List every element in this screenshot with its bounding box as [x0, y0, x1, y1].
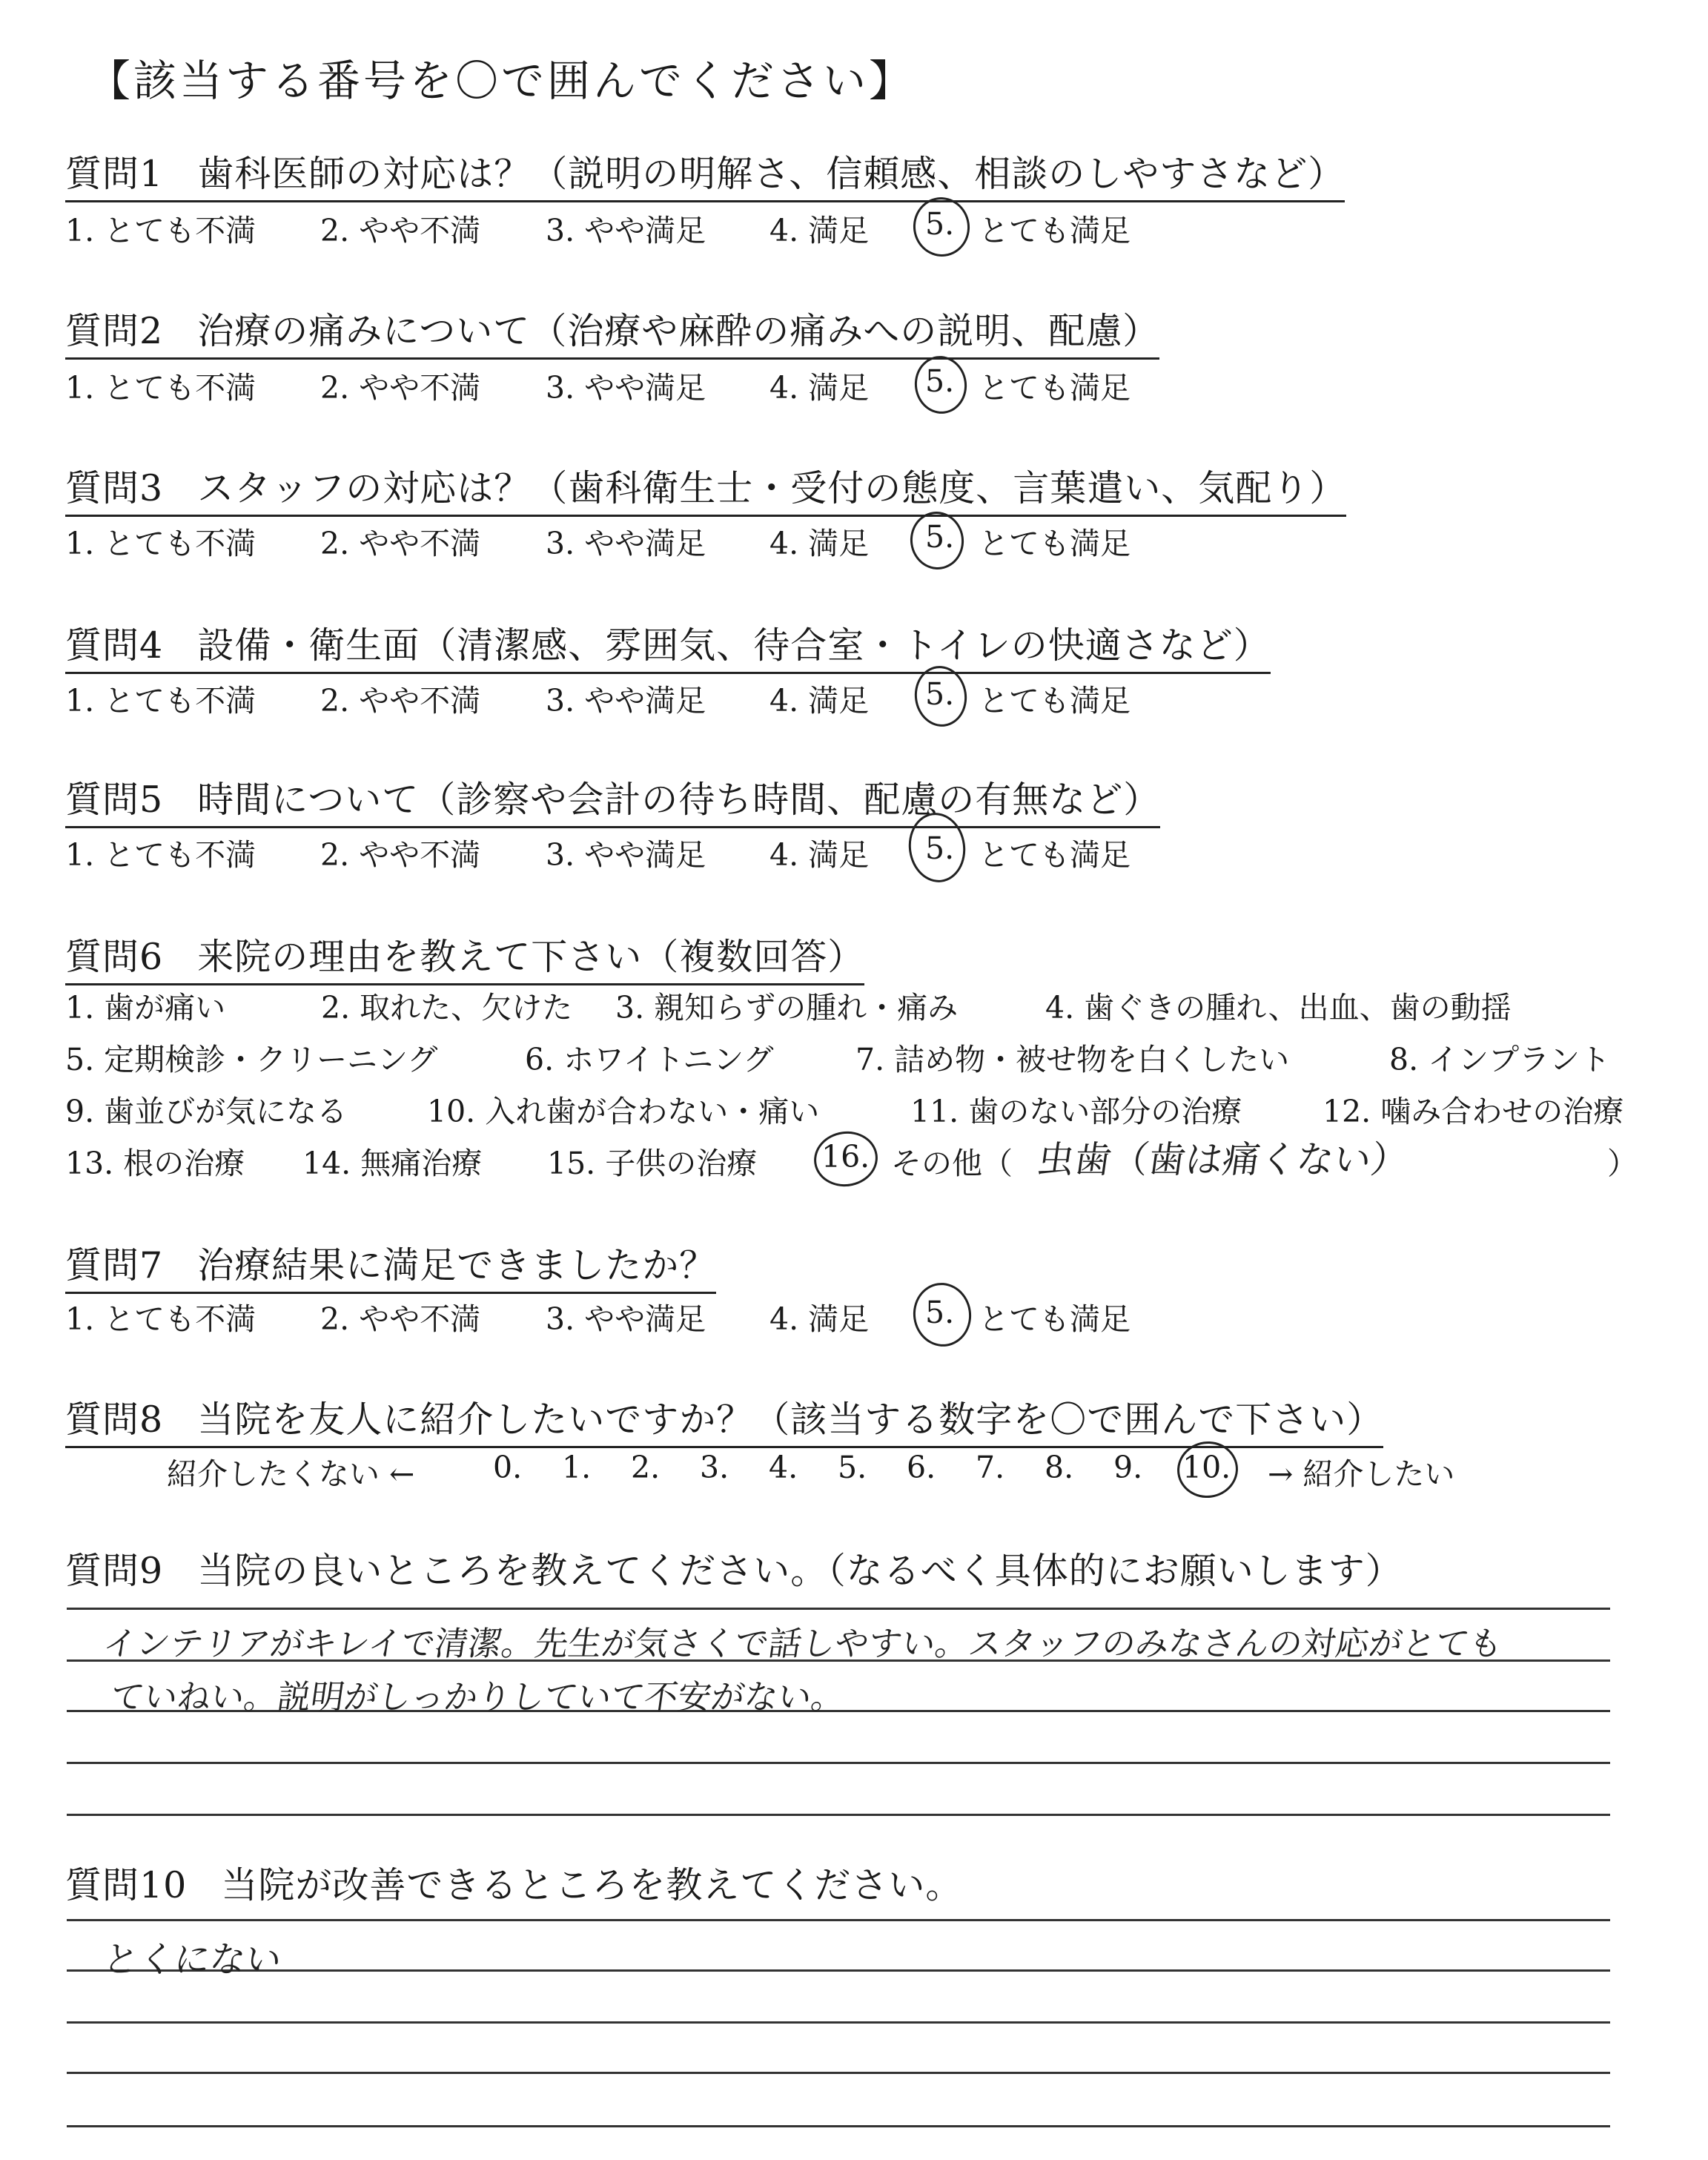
- answer-handwriting-line-1[interactable]: インテリアがキレイで清潔。先生が気さくで話しやすい。スタッフのみなさんの対応がとても: [100, 1624, 1506, 1663]
- question-number: 質問6: [65, 936, 164, 978]
- other-answer-handwriting[interactable]: 虫歯（歯は痛くない）: [1034, 1138, 1411, 1181]
- option-5-label: とても満足: [979, 526, 1131, 561]
- answer-line: [67, 1919, 1610, 1921]
- option-5[interactable]: 5.: [925, 676, 955, 712]
- answer-line: [67, 1762, 1610, 1764]
- question-text: 来院の理由を教えて下さい（複数回答）: [197, 936, 865, 978]
- reason-option[interactable]: 7. 詰め物・被せ物を白くしたい: [855, 1042, 1290, 1077]
- question-number: 質問7: [65, 1244, 164, 1287]
- reason-option[interactable]: 1. 歯が痛い: [65, 990, 226, 1025]
- answer-line: [67, 2125, 1610, 2127]
- option-1[interactable]: 1. とても不満: [65, 370, 256, 406]
- option-2[interactable]: 2. やや不満: [320, 683, 481, 719]
- option-5[interactable]: 5.: [925, 1295, 955, 1330]
- scale-number[interactable]: 10.: [1182, 1450, 1231, 1485]
- scale-number[interactable]: 5.: [838, 1450, 867, 1485]
- option-4[interactable]: 4. 満足: [769, 370, 870, 406]
- option-4[interactable]: 4. 満足: [769, 213, 870, 248]
- other-close-paren: ）: [1607, 1146, 1638, 1181]
- option-3[interactable]: 3. やや満足: [546, 837, 706, 873]
- question-text: 当院の良いところを教えてください。（なるべく具体的にお願いします）: [197, 1550, 1403, 1592]
- reason-option[interactable]: 4. 歯ぐきの腫れ、出血、歯の動揺: [1045, 990, 1512, 1025]
- option-4[interactable]: 4. 満足: [769, 683, 870, 719]
- scale-number[interactable]: 9.: [1113, 1450, 1143, 1485]
- question-1-title: [65, 145, 1345, 202]
- question-number: 質問1: [65, 153, 164, 195]
- reason-option[interactable]: 8. インプラント: [1389, 1042, 1611, 1077]
- other-label: その他（: [891, 1146, 1013, 1181]
- option-1[interactable]: 1. とても不満: [65, 213, 256, 248]
- answer-handwriting-line-2[interactable]: ていねい。説明がしっかりしていて不安がない。: [107, 1677, 848, 1717]
- reason-option[interactable]: 6. ホワイトニング: [525, 1042, 774, 1077]
- scale-right-label: → 紹介したい: [1268, 1456, 1455, 1492]
- option-5[interactable]: 5.: [925, 519, 955, 555]
- question-text: 歯科医師の対応は？（説明の明解さ、信頼感、相談のしやすさなど）: [197, 153, 1345, 195]
- improvement-answer-handwriting[interactable]: とくにない: [100, 1939, 285, 1981]
- reason-option[interactable]: 15. 子供の治療: [547, 1146, 758, 1181]
- answer-circle: [911, 353, 970, 417]
- reason-option[interactable]: 5. 定期検診・クリーニング: [65, 1042, 438, 1077]
- answer-circle: [810, 1127, 881, 1190]
- answer-line: [67, 2072, 1610, 2074]
- option-2[interactable]: 2. やや不満: [320, 213, 481, 248]
- scale-number[interactable]: 8.: [1045, 1450, 1074, 1485]
- question-5-title: [65, 771, 1160, 828]
- option-4[interactable]: 4. 満足: [769, 526, 870, 561]
- option-3[interactable]: 3. やや満足: [546, 683, 706, 719]
- scale-number[interactable]: 6.: [907, 1450, 936, 1485]
- option-5-label: とても満足: [979, 837, 1131, 873]
- answer-circle: [907, 508, 967, 572]
- question-number: 質問2: [65, 310, 164, 352]
- option-3[interactable]: 3. やや満足: [546, 370, 706, 406]
- question-4-title: [65, 617, 1271, 674]
- reason-option[interactable]: 16.: [821, 1139, 870, 1175]
- scale-number[interactable]: 7.: [976, 1450, 1005, 1485]
- answer-line: [67, 2021, 1610, 2024]
- option-2[interactable]: 2. やや不満: [320, 370, 481, 406]
- scale-number[interactable]: 1.: [562, 1450, 592, 1485]
- question-text: 時間について（診察や会計の待ち時間、配慮の有無など）: [197, 779, 1161, 821]
- scale-number[interactable]: 0.: [493, 1450, 523, 1485]
- option-1[interactable]: 1. とても不満: [65, 683, 256, 719]
- option-1[interactable]: 1. とても不満: [65, 1301, 256, 1337]
- scale-number[interactable]: 2.: [631, 1450, 661, 1485]
- question-number: 質問4: [65, 624, 164, 667]
- reason-option[interactable]: 12. 噛み合わせの治療: [1323, 1094, 1624, 1129]
- option-5-label: とても満足: [979, 683, 1131, 719]
- question-3-title: [65, 460, 1346, 517]
- question-text: 当院が改善できるところを教えてください。: [221, 1864, 963, 1906]
- answer-circle: [909, 1279, 975, 1350]
- question-7-title: [65, 1237, 716, 1294]
- question-number: 質問5: [65, 779, 164, 821]
- reason-option[interactable]: 11. 歯のない部分の治療: [910, 1094, 1242, 1129]
- question-number: 質問9: [65, 1550, 164, 1592]
- question-10-title: [65, 1857, 962, 1912]
- reason-option[interactable]: 10. 入れ歯が合わない・痛い: [427, 1094, 820, 1129]
- reason-option[interactable]: 9. 歯並びが気になる: [65, 1094, 348, 1129]
- reason-option[interactable]: 13. 根の治療: [65, 1146, 245, 1181]
- answer-line: [67, 1814, 1610, 1816]
- question-text: 治療結果に満足できましたか？: [197, 1244, 717, 1287]
- question-6-title: [65, 928, 864, 985]
- question-text: スタッフの対応は？（歯科衛生士・受付の態度、言葉遣い、気配り）: [197, 467, 1347, 509]
- answer-line: [67, 1969, 1610, 1972]
- question-2-title: [65, 303, 1159, 360]
- question-number: 質問10: [65, 1864, 188, 1906]
- option-3[interactable]: 3. やや満足: [546, 526, 706, 561]
- option-5-label: とても満足: [979, 1301, 1131, 1337]
- answer-circle: [910, 194, 973, 260]
- option-5[interactable]: 5.: [925, 830, 955, 866]
- option-3[interactable]: 3. やや満足: [546, 1301, 706, 1337]
- question-text: 設備・衛生面（清潔感、雰囲気、待合室・トイレの快適さなど）: [197, 624, 1271, 667]
- option-4[interactable]: 4. 満足: [769, 1301, 870, 1337]
- page-title: 【該当する番号を〇で囲んでください】: [87, 56, 916, 106]
- answer-line: [67, 1608, 1610, 1610]
- scale-number[interactable]: 3.: [700, 1450, 729, 1485]
- option-5[interactable]: 5.: [925, 206, 955, 242]
- option-5[interactable]: 5.: [925, 363, 955, 399]
- option-3[interactable]: 3. やや満足: [546, 213, 706, 248]
- recommend-scale: [167, 1450, 1501, 1494]
- question-number: 質問8: [65, 1398, 164, 1441]
- question-8-title: [65, 1391, 1383, 1448]
- question-9-title: [65, 1542, 1403, 1597]
- reason-option[interactable]: 14. 無痛治療: [302, 1146, 483, 1181]
- option-5-label: とても満足: [979, 213, 1131, 248]
- option-2[interactable]: 2. やや不満: [320, 1301, 481, 1337]
- reason-option[interactable]: 3. 親知らずの腫れ・痛み: [615, 990, 959, 1025]
- option-2[interactable]: 2. やや不満: [320, 526, 481, 561]
- option-2[interactable]: 2. やや不満: [320, 837, 481, 873]
- reason-option[interactable]: 2. 取れた、欠けた: [321, 990, 573, 1025]
- scale-left-label: 紹介したくない ←: [167, 1456, 415, 1492]
- question-text: 治療の痛みについて（治療や麻酔の痛みへの説明、配慮）: [197, 310, 1160, 352]
- question-text: 当院を友人に紹介したいですか？（該当する数字を〇で囲んで下さい）: [197, 1398, 1384, 1441]
- scale-number[interactable]: 4.: [769, 1450, 798, 1485]
- option-1[interactable]: 1. とても不満: [65, 526, 256, 561]
- option-4[interactable]: 4. 満足: [769, 837, 870, 873]
- option-1[interactable]: 1. とても不満: [65, 837, 256, 873]
- option-5-label: とても満足: [979, 370, 1131, 406]
- question-number: 質問3: [65, 467, 164, 509]
